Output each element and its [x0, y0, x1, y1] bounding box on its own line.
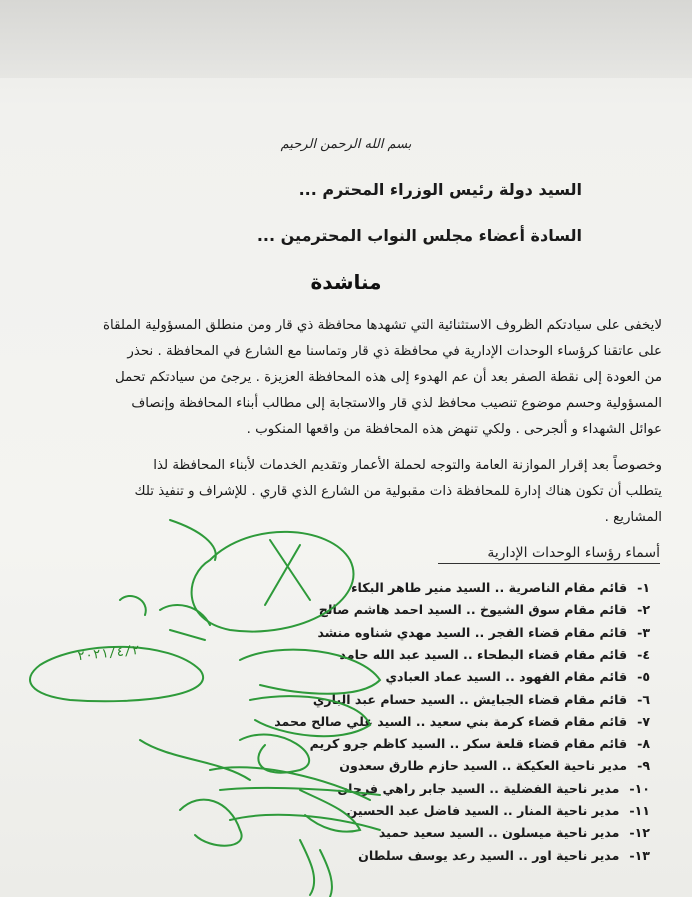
list-item-number: ٣-	[637, 624, 650, 640]
signature-stroke	[240, 650, 380, 694]
signature-stroke	[250, 696, 370, 736]
basmala: بسم الله الرحمن الرحيم	[280, 137, 412, 152]
list-item-text: قائم مقام الفهود .. السيد عماد العبادي	[385, 669, 628, 685]
list-item-text: مدير ناحية العكيكة .. السيد حازم طارق سعدون	[339, 758, 628, 774]
list-item-text: مدير ناحية ميسلون .. السيد سعيد حميد	[378, 825, 620, 841]
paragraph-1-line: لايخفى على سيادتكم الظروف الاستثنائية التي تشهدها محافظة ذي قار ومن منطلق المسؤولية الملقاة	[103, 318, 662, 333]
paragraph-2-line: المشاريع .	[604, 510, 662, 525]
list-item-text: قائم مقام سوق الشيوخ .. السيد احمد هاشم صالح	[318, 602, 628, 618]
signature-stroke	[300, 840, 332, 897]
paragraph-1-line: من العودة إلى نقطة الصفر بعد أن عم الهدوء إلى هذه المحافظة العزيزة . يرجئ من سيادتكم تحمل	[115, 370, 662, 385]
list-item-text: مدير ناحية الفضلية .. السيد جابر راهي فرحان	[337, 780, 620, 796]
list-item-number: ٨-	[637, 736, 650, 752]
signature-stroke	[180, 800, 242, 846]
paragraph-1-line: عوائل الشهداء و ألجرحى . ولكي تنهض هذه المحافظة من واقعها المنكوب .	[246, 422, 662, 437]
list-item-number: ٢-	[637, 602, 650, 618]
names-heading: أسماء رؤساء الوحدات الإدارية	[438, 545, 660, 564]
handwritten-date: ٢٠٢١/٤/٢	[76, 642, 141, 665]
list-item-number: ١-	[637, 580, 650, 595]
list-item-number: ٥-	[637, 669, 650, 685]
list-item-text: قائم مقام قضاء البطحاء .. السيد عبد الله حامد	[339, 646, 628, 662]
signature-stroke	[160, 605, 210, 640]
signature-stroke	[265, 540, 310, 605]
paragraph-1-line: المسؤولية وحسم موضوع تنصيب محافظ لذي قار والاستجابة إلى مطالب أبناء المحافظة وإنصاف	[131, 396, 662, 411]
signature-stroke	[192, 532, 354, 632]
signature-stroke	[120, 596, 146, 615]
document-title: مناشدة	[310, 270, 382, 294]
list-item-number: ١٢-	[629, 825, 650, 841]
list-item-number: ٩-	[637, 758, 650, 774]
list-item-text: قائم مقام قضاء الجبايش .. السيد حسام عبد الباري	[312, 691, 628, 707]
list-item-number: ٦-	[637, 691, 650, 707]
paragraph-2-line: يتطلب أن تكون هناك إدارة للمحافظة ذات مقبولية من الشارع الذي قاري . للإشراف و تنفيذ تلك	[134, 484, 662, 499]
list-item-number: ٧-	[637, 713, 650, 729]
list-item-number: ٤-	[637, 646, 650, 662]
signature-stroke	[300, 790, 360, 832]
signature-stroke	[230, 815, 380, 830]
list-item-text: قائم مقام قضاء الفجر .. السيد مهدي شناوه منشد	[317, 624, 628, 640]
signature-stroke	[170, 520, 216, 560]
paragraph-2-line: وخصوصاً بعد إقرار الموازنة العامة والتوجه لحملة الأعمار وتقديم الخدمات لأبناء المحافظة لذا	[153, 458, 662, 473]
list-item-number: ١٣-	[629, 847, 650, 863]
list-item-text: قائم مقام قضاء قلعة سكر .. السيد كاظم جرو كريم	[309, 736, 628, 752]
signature-stroke	[140, 740, 250, 780]
list-item-text: قائم مقام قضاء كرمة بني سعيد .. السيد علي صالح محمد	[274, 713, 628, 729]
paragraph-1-line: على عاتقنا كرؤساء الوحدات الإدارية في محافظة ذي قار وتماسنا مع الشارع في المحافظة . نحذر	[127, 344, 662, 359]
list-item-number: ١٠-	[629, 780, 650, 796]
list-item-text: مدير ناحية المنار .. السيد فاضل عبد الحسين	[346, 803, 620, 818]
list-item-number: ١١-	[629, 803, 650, 818]
list-item-text: قائم مقام الناصرية .. السيد منير طاهر البكاء	[351, 580, 628, 595]
list-item-text: مدير ناحية اور .. السيد رعد يوسف سلطان	[358, 847, 620, 863]
addressee-parliament: السادة أعضاء مجلس النواب المحترمين ...	[256, 226, 582, 245]
addressee-prime-minister: السيد دولة رئيس الوزراء المحترم ...	[298, 180, 582, 199]
